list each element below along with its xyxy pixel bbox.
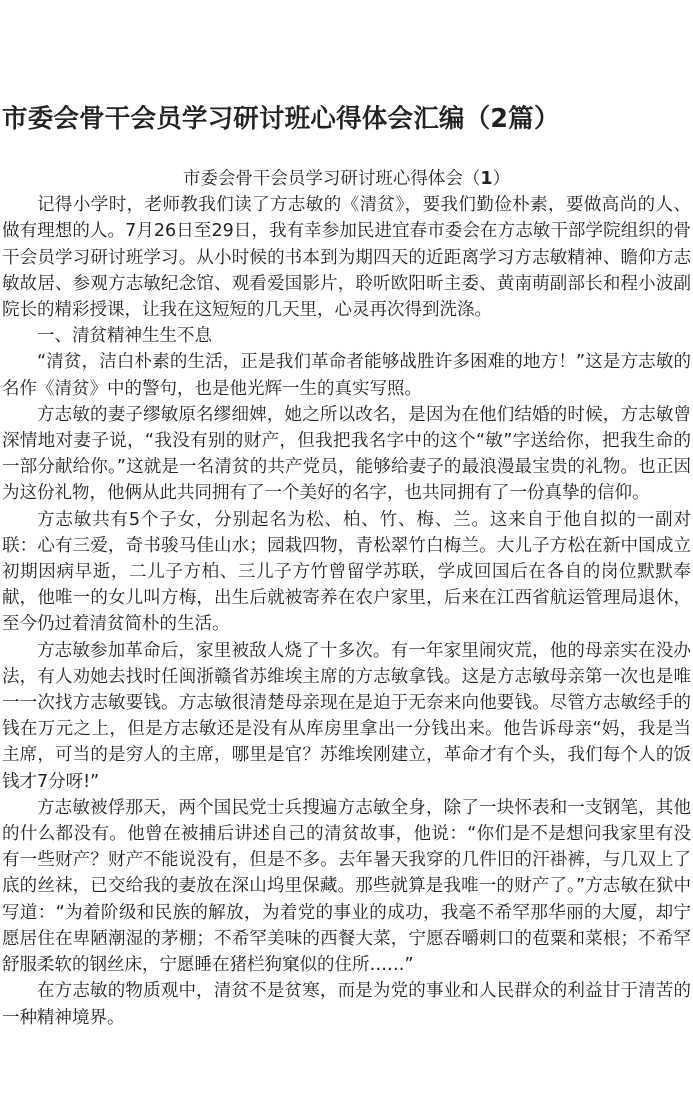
section-heading: 一、清贫精神生生不息 (37, 326, 212, 347)
paragraph-intro: 记得小学时，老师教我们读了方志敏的《清贫》，要我们勤俭朴素，要做高尚的人、做有理想的人。7月26日至29日，我有幸参加民进宜春市委会在方志敏干部学院组织的骨干会员学习研讨班学习。从小时候的书本到为期四天的近距离学习方志敏精神、瞻仰方志敏故居、参观方志敏纪念馆、观看爱国影片，聆听欧阳昕主委、黄南萌副部长和程小波副院长的精彩授课，让我在这短短的几天里，心灵再次得到洗涤。 (2, 195, 691, 321)
article-subtitle (2, 166, 691, 192)
subtitle-number: 1 (480, 169, 493, 189)
paragraph-captured: 方志敏被俘那天，两个国民党士兵搜遍方志敏全身，除了一块怀表和一支钢笔，其他的什么都没有。他曾在被捕后讲述自己的清贫故事，他说：“你们是不是想问我家里有没有一些财产？财产不能说没有，但是不多。去年暑天我穿的几件旧的汗褂裤，与几双上了底的丝袜，已交给我的妻放在深山坞里保藏。那些就算是我唯一的财产了。”方志敏在狱中写道：“为着阶级和民族的解放，为着党的事业的成功，我毫不希罕那华丽的大厦，却宁愿居住在卑陋潮湿的茅棚；不希罕美味的西餐大菜，宁愿吞嚼刺口的苞粟和菜根；不希罕舒服柔软的钢丝床，宁愿睡在猪栏狗窠似的住所……” (2, 797, 691, 976)
paragraph-children: 方志敏共有5个子女，分别起名为松、柏、竹、梅、兰。这来自于他自拟的一副对联：心有三爱，奇书骏马佳山水；园栽四物，青松翠竹白梅兰。大儿子方松在新中国成立初期因病早逝，二儿子方柏、三儿子方竹曾留学苏联，学成回国后在各自的岗位默默奉献，他唯一的女儿叫方梅，出生后就被寄养在农户家里，后来在江西省航运管理局退休，至今仍过着清贫简朴的生活。 (2, 509, 691, 635)
subtitle-suffix: ） (492, 169, 511, 189)
paragraph-wife: 方志敏的妻子缪敏原名缪细婢，她之所以改名，是因为在他们结婚的时候，方志敏曾深情地对妻子说，“我没有别的财产，但我把我名字中的这个“敏”字送给你，把我生命的一部分献给你。”这就是一名清贫的共产党员，能够给妻子的最浪漫最宝贵的礼物。也正因为这份礼物，他俩从此共同拥有了一个美好的名字，也共同拥有了一份真挚的信仰。 (2, 404, 691, 504)
subtitle-prefix: 市委会骨干会员学习研讨班心得体会（ (182, 169, 481, 189)
article-body (2, 166, 691, 1031)
paragraph-quote: “清贫，洁白朴素的生活，正是我们革命者能够战胜许多困难的地方！”这是方志敏的名作《清贫》中的警句，也是他光辉一生的真实写照。 (2, 352, 691, 399)
paragraph-values: 在方志敏的物质观中，清贫不是贫寒，而是为党的事业和人民群众的利益甘于清苦的一种精神境界。 (2, 981, 691, 1028)
paragraph-mother: 方志敏参加革命后，家里被敌人烧了十多次。有一年家里闹灾荒，他的母亲实在没办法，有人劝她去找时任闽浙赣省苏维埃主席的方志敏拿钱。这是方志敏母亲第一次也是唯一一次找方志敏要钱。方志敏很清楚母亲现在是迫于无奈来向他要钱。尽管方志敏经手的钱在万元之上，但是方志敏还是没有从库房里拿出一分钱出来。他告诉母亲“妈，我是当主席，可当的是穷人的主席，哪里是官？苏维埃刚建立，革命才有个头，我们每个人的饭钱才7分呀!” (2, 640, 691, 792)
document-title: 市委会骨干会员学习研讨班心得体会汇编（2篇） (2, 104, 560, 135)
